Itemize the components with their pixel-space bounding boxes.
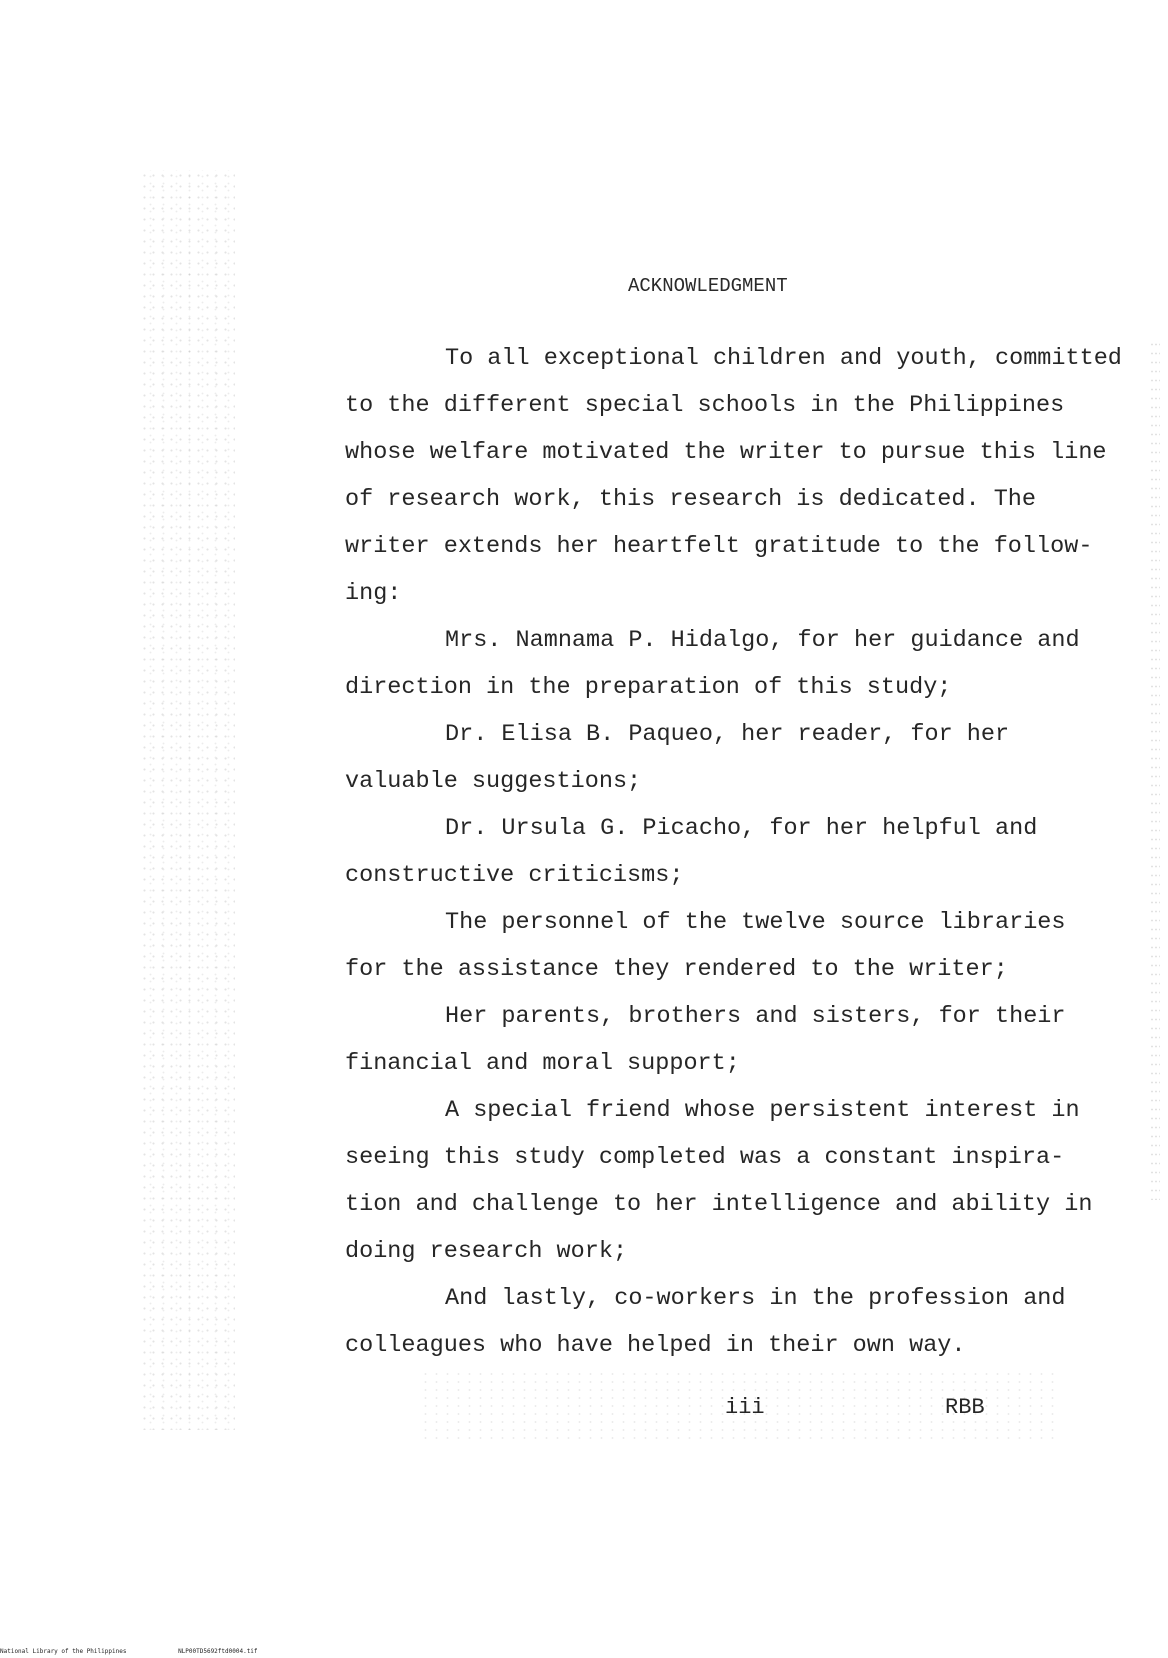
text-line: Her parents, brothers and sisters, for their (445, 1003, 1066, 1030)
acknowledgment-body (345, 335, 1155, 1369)
text-line: of research work, this research is dedicated. The (345, 486, 1037, 513)
text-line: constructive criticisms; (345, 862, 684, 889)
text-line: colleagues who have helped in their own way. (345, 1332, 966, 1359)
text-line: direction in the preparation of this study; (345, 674, 952, 701)
text-line: for the assistance they rendered to the writer; (345, 956, 1008, 983)
text-line: valuable suggestions; (345, 768, 642, 795)
text-line: A special friend whose persistent interest in (445, 1097, 1080, 1124)
text-line: financial and moral support; (345, 1050, 740, 1077)
page-number: iii (725, 1395, 765, 1420)
author-initials: RBB (945, 1395, 985, 1420)
text-line: to the different special schools in the Philippines (345, 392, 1065, 419)
text-line: tion and challenge to her intelligence and ability in (345, 1191, 1093, 1218)
text-line: doing research work; (345, 1238, 628, 1265)
text-line: ing: (345, 580, 402, 607)
text-line: seeing this study completed was a constant inspira- (345, 1144, 1065, 1171)
text-line: Mrs. Namnama P. Hidalgo, for her guidance and (445, 627, 1080, 654)
text-line: The personnel of the twelve source libraries (445, 909, 1066, 936)
text-line: whose welfare motivated the writer to pursue this line (345, 439, 1107, 466)
text-line: To all exceptional children and youth, committed (445, 345, 1122, 372)
text-line: And lastly, co-workers in the profession and (445, 1285, 1066, 1312)
page-title: ACKNOWLEDGMENT (628, 275, 788, 297)
scan-caption (0, 1648, 306, 1655)
text-line: Dr. Ursula G. Picacho, for her helpful and (445, 815, 1038, 842)
scan-caption-library: National Library of the Philippines (0, 1648, 127, 1655)
text-line: Dr. Elisa B. Paqueo, her reader, for her (445, 721, 1010, 748)
scan-caption-filename: NLP00TD5692ftd0004.tif (178, 1648, 258, 1655)
text-line: writer extends her heartfelt gratitude to the follow- (345, 533, 1093, 560)
scan-noise-left (140, 170, 235, 1430)
